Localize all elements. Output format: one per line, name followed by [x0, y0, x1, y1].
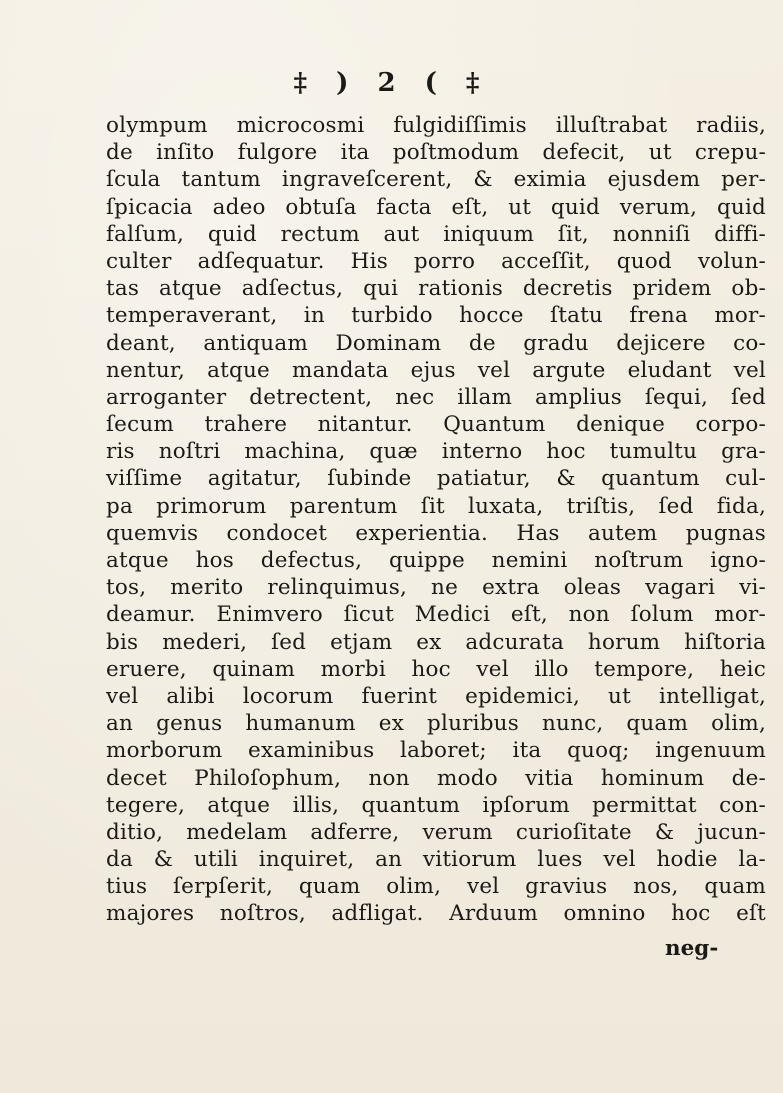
- text-line: ſecum trahere nitantur. Quantum denique corpo-: [106, 412, 766, 438]
- text-line: culter adſequatur. His porro acceſſit, quod volun-: [106, 248, 766, 274]
- text-line: ditio, medelam adferre, verum curioſitate & jucun-: [106, 819, 766, 845]
- text-line: da & utili inquiret, an vitiorum lues vel hodie la-: [106, 847, 766, 873]
- text-line: olympum microcosmi fulgidiſſimis illuſtrabat radiis,: [106, 113, 766, 138]
- text-line: tius ſerpſerit, quam olim, vel gravius nos, quam: [106, 874, 766, 900]
- text-line: nentur, atque mandata ejus vel argute eludant vel: [106, 357, 766, 383]
- text-line: quemvis condocet experientia. Has autem pugnas: [106, 520, 766, 546]
- text-line: de inſito fulgore ita poſtmodum defecit, ut crepu-: [106, 140, 766, 166]
- text-line: atque hos defectus, quippe nemini noſtrum igno-: [106, 548, 766, 573]
- body-text: [106, 112, 766, 928]
- text-line: tegere, atque illis, quantum ipſorum permittat con-: [106, 792, 766, 818]
- text-line: tas atque adſectus, qui rationis decretis pridem ob-: [106, 276, 766, 302]
- text-line: majores noſtros, adfligat. Arduum omnino hoc eſt: [106, 901, 766, 927]
- catchword: neg-: [665, 936, 719, 961]
- text-line: tos, merito relinquimus, ne extra oleas vagari vi-: [106, 575, 766, 601]
- text-line: pa primorum parentum ſit luxata, triſtis, ſed fida,: [106, 493, 766, 519]
- text-line: vel alibi locorum fuerint epidemici, ut intelligat,: [106, 683, 766, 709]
- text-line: decet Philoſophum, non modo vitia hominum de-: [106, 765, 766, 791]
- text-line: ſcula tantum ingraveſcerent, & eximia ejusdem per-: [106, 167, 766, 193]
- text-line: deant, antiquam Dominam de gradu dejicere co-: [106, 330, 766, 356]
- text-line: ſpicacia adeo obtuſa facta eſt, ut quid verum, quid: [106, 194, 766, 220]
- running-head: ‡ ) 2 ( ‡: [293, 68, 490, 98]
- text-line: falſum, quid rectum aut iniquum ſit, nonniſi diffi-: [106, 221, 766, 247]
- text-line: arroganter detrectent, nec illam amplius ſequi, ſed: [106, 384, 766, 410]
- text-line: viſſime agitatur, ſubinde patiatur, & quantum cul-: [106, 466, 766, 492]
- text-line: eruere, quinam morbi hoc vel illo tempore, heic: [106, 656, 766, 682]
- text-line: morborum examinibus laboret; ita quoq; ingenuum: [106, 738, 766, 764]
- text-line: ris noſtri machina, quæ interno hoc tumultu gra-: [106, 439, 766, 465]
- text-line: an genus humanum ex pluribus nunc, quam olim,: [106, 711, 766, 737]
- text-line: bis mederi, ſed etjam ex adcurata horum hiſtoria: [106, 629, 766, 655]
- text-line: temperaverant, in turbido hocce ſtatu frena mor-: [106, 303, 766, 329]
- text-line: deamur. Enimvero ſicut Medici eſt, non ſolum mor-: [106, 602, 766, 628]
